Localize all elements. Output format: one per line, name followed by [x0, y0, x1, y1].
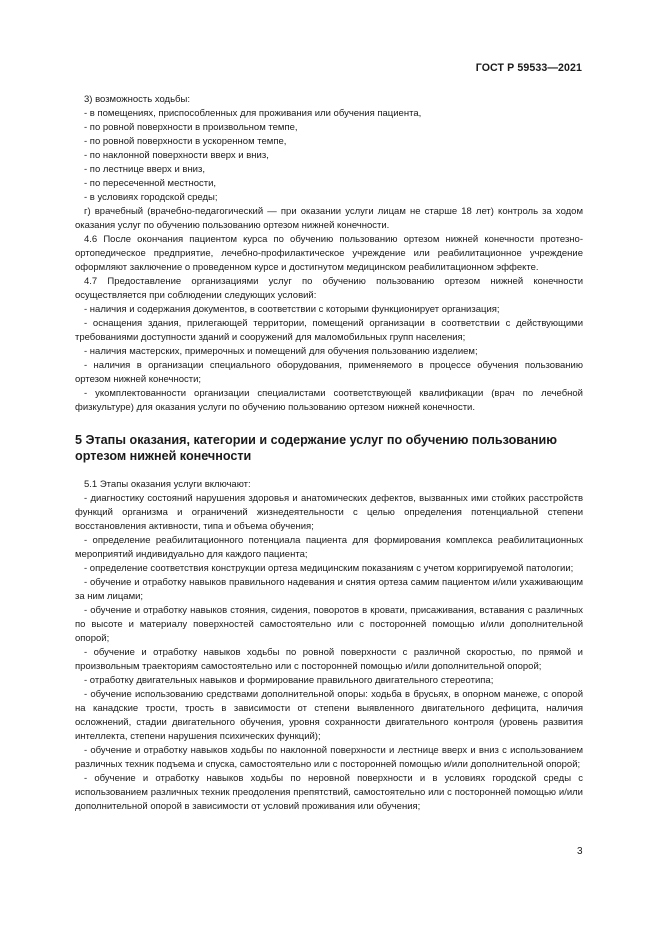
- paragraph: - по ровной поверхности в произвольном темпе,: [84, 122, 298, 133]
- paragraph: - определение реабилитационного потенциала пациента для формирования комплекса реабилитационных мероприятий индивидуально для каждого пациента;: [75, 535, 583, 560]
- paragraph: г) врачебный (врачебно-педагогический — при оказании услуги лицам не старше 18 лет) контроль за ходом оказания услуг по обучению пользованию ортезом нижней конечности.: [75, 206, 583, 231]
- page-number: 3: [577, 846, 583, 857]
- paragraph: - оснащения здания, прилегающей территории, помещений организации в соответствии с действующими требованиями доступности зданий и сооружений для маломобильных групп населения;: [75, 318, 583, 343]
- section-4-continuation: [75, 93, 583, 415]
- paragraph: - наличия и содержания документов, в соответствии с которыми функционирует организация;: [84, 304, 500, 315]
- paragraph: - обучение и отработку навыков правильного надевания и снятия ортеза самим пациентом и/или ухаживающим за ним лицами;: [75, 577, 583, 602]
- paragraph: - наличия в организации специального оборудования, применяемого в процессе обучения пользованию ортезом нижней конечности;: [75, 360, 583, 385]
- paragraph: - обучение и отработку навыков стояния, сидения, поворотов в кровати, присаживания, вставания с различных по высоте и материалу поверхностей самостоятельно или с посторонней помощью и/или дополнительной опорой;: [75, 605, 583, 644]
- paragraph: 3) возможность ходьбы:: [84, 94, 190, 105]
- paragraph: - по наклонной поверхности вверх и вниз,: [84, 150, 269, 161]
- paragraph: - по лестнице вверх и вниз,: [84, 164, 205, 175]
- section-5-content: [75, 478, 583, 814]
- section-5-heading: 5 Этапы оказания, категории и содержание услуг по обучению пользованию ортезом нижней конечности: [75, 433, 557, 463]
- paragraph: - в условиях городской среды;: [84, 192, 218, 203]
- paragraph: - укомплектованности организации специалистами соответствующей квалификации (врач по лечебной физкультуре) для оказания услуги по обучению пользованию ортезом нижней конечности.: [75, 388, 583, 413]
- paragraph: 4.7 Предоставление организациями услуг по обучению пользованию ортезом нижней конечности осуществляется при соблюдении следующих условий:: [75, 276, 583, 301]
- paragraph: - обучение и отработку навыков ходьбы по ровной поверхности с различной скоростью, по прямой и произвольным траекториям самостоятельно или с посторонней помощью и/или дополнительной опорой;: [75, 647, 583, 672]
- paragraph: - диагностику состояний нарушения здоровья и анатомических дефектов, вызванных ими стойких расстройств функций организма и ограничений жизнедеятельности с целью определения потенциальной степени восстановления активности, типа и объема обучения;: [75, 493, 583, 532]
- paragraph: - отработку двигательных навыков и формирование правильного двигательного стереотипа;: [84, 675, 494, 686]
- paragraph: 4.6 После окончания пациентом курса по обучению пользованию ортезом нижней конечности протезно-ортопедическое предприятие, лечебно-профилактическое учреждение или реабилитационное учреждение оформляют заключение о проведенном курсе и достигнутом медицинском реабилитационном эффекте.: [75, 234, 583, 273]
- document-body: [75, 93, 583, 814]
- paragraph: - по ровной поверхности в ускоренном темпе,: [84, 136, 287, 147]
- paragraph: - наличия мастерских, примерочных и помещений для обучения пользованию изделием;: [84, 346, 478, 357]
- paragraph: - обучение и отработку навыков ходьбы по наклонной поверхности и лестнице вверх и вниз с использованием различных техник подъема и спуска, самостоятельно или с посторонней помощью и/или дополнительной опорой;: [75, 745, 583, 770]
- paragraph: - обучение использованию средствами дополнительной опоры: ходьба в брусьях, в опорном манеже, с опорой на канадские трости, трость в зависимости от степени выявленного двигательного дефицита, наличия осложнений, стадии двигательного обучения, уровня сохранности двигательного контроля (уровень развития интеллекта, степени нарушения психических функций);: [75, 689, 583, 742]
- document-code-header: ГОСТ Р 59533—2021: [475, 62, 582, 74]
- paragraph: 5.1 Этапы оказания услуги включают:: [84, 479, 251, 490]
- paragraph: - по пересеченной местности,: [84, 178, 217, 189]
- paragraph: - обучение и отработку навыков ходьбы по неровной поверхности и в условиях городской среды с использованием различных техник преодоления препятствий, самостоятельно или с посторонней помощью и/или дополнительной опорой в зависимости от условий проживания или обучения;: [75, 773, 583, 812]
- paragraph: - определение соответствия конструкции ортеза медицинским показаниям с учетом корригируемой патологии;: [84, 563, 574, 574]
- paragraph: - в помещениях, приспособленных для проживания или обучения пациента,: [84, 108, 422, 119]
